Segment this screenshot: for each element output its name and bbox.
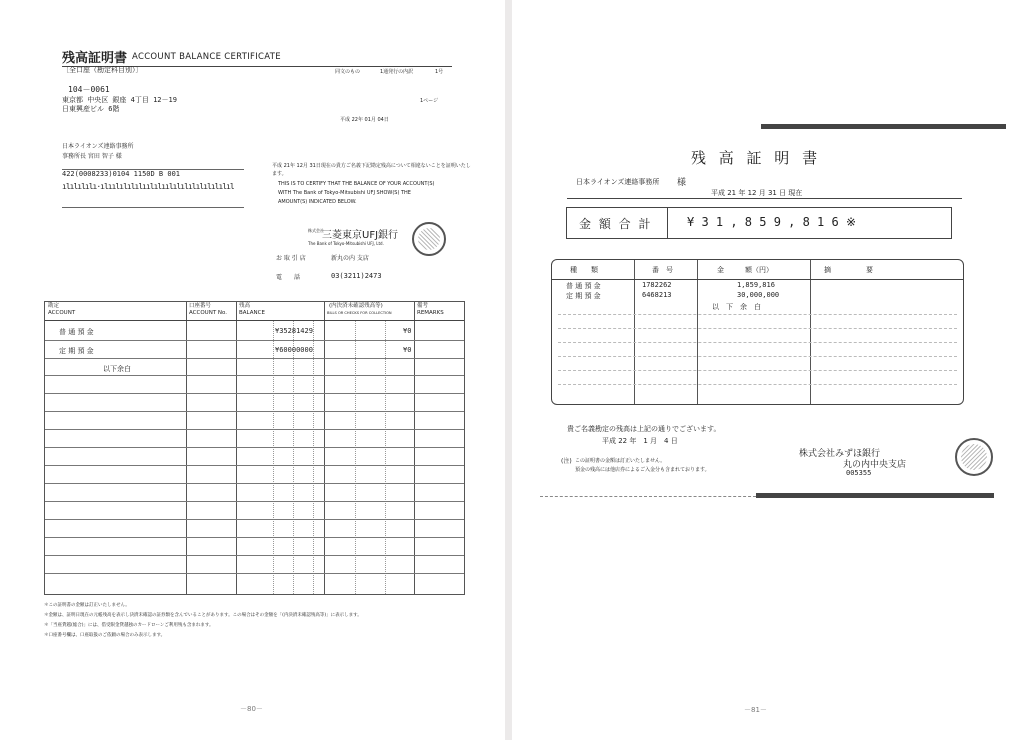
col-divider	[186, 302, 187, 594]
title-en: ACCOUNT BALANCE CERTIFICATE	[132, 52, 281, 62]
copies-label: 同文のもの	[335, 69, 361, 75]
footnote-3: ＊「当座貸越(総合)」には、借受限金貸越独のカードローンご利用残も含まれます。	[44, 623, 214, 628]
bank-prefix: 株式会社	[308, 228, 324, 233]
bank-name-en: The Bank of Tokyo-Mitsubishi UFJ, Ltd.	[308, 241, 384, 246]
certification-line: 貴ご名義勘定の残高は上記の通りでございます。	[567, 425, 721, 433]
header-collection-jp: (内決済未確認残高等)	[329, 303, 383, 309]
header-summary: 摘 要	[824, 266, 873, 274]
balance-table	[44, 301, 465, 595]
row-1-account: 普 通 預 金	[59, 328, 94, 336]
row-2-type: 定 期 預 金	[566, 292, 601, 300]
left-page	[0, 0, 505, 740]
col-divider	[324, 302, 325, 594]
footnote-1: ＊この証明書の金額は訂正いたしません。	[44, 603, 130, 608]
subtitle: 〔全口座（勘定科目別）〕	[62, 66, 143, 74]
row-2-account: 定 期 預 金	[59, 347, 94, 355]
row-1-type: 普 通 預 金	[566, 282, 601, 290]
total-value: ¥ 3 1 , 8 5 9 , 8 1 6 ※	[687, 215, 856, 229]
note-2: 預金の残高には他店券によるご入金分も含まれております。	[575, 467, 710, 473]
certification-en-1: THIS IS TO CERTIFY THAT THE BALANCE OF YOUR ACCOUNT(S)	[278, 181, 435, 187]
tel-number: 03(3211)2473	[331, 272, 382, 280]
page-number: －80－	[240, 705, 263, 713]
as-of-date: 平成 21 年 12 月 31 日 現在	[711, 189, 803, 197]
issue-breakdown-label: 1通発行の内訳	[380, 69, 414, 75]
row-1-collection: ¥0	[403, 327, 412, 335]
address-line-1: 東京都 中央区 銀座 4丁目 12－19	[62, 96, 177, 104]
row-1-balance: ¥35281429	[275, 327, 313, 335]
page-gutter	[505, 0, 512, 740]
header-type: 種 類	[570, 266, 598, 274]
certificate-title: 残 高 証 明 書	[691, 149, 822, 167]
branch-name: 新丸の内 支店	[331, 255, 369, 262]
header-number-jp: 口座番号	[189, 303, 212, 309]
certification-jp: 平成 21年 12月 31日現在の貴方ご名義下記勘定残高について相違ないことを証明いたします。	[272, 163, 471, 177]
bottom-dashed-rule	[540, 496, 756, 497]
page-number-right: －81－	[744, 706, 767, 714]
header-account-jp: 勘定	[48, 303, 60, 309]
total-label: 金 額 合 計	[579, 217, 653, 231]
bank-name: 株式会社みずほ銀行	[799, 449, 881, 459]
header-collection-en: BILLS OR CHECKS FOR COLLECTION	[327, 311, 392, 315]
bottom-thick-rule	[756, 493, 994, 498]
bank-seal	[955, 438, 993, 476]
title-jp: 残高証明書	[62, 51, 128, 66]
account-code: 422(0008233)0104 1150D B 001	[62, 170, 181, 178]
addressee: 日本ライオンズ連絡事務所	[576, 178, 660, 186]
deposit-table	[551, 259, 964, 405]
certification-en-3: AMOUNT(S) INDICATED BELOW.	[278, 199, 357, 205]
footnote-4: ＊口座番号欄は、口座取扱のご依頼の場合のみ表示します。	[44, 633, 166, 638]
row-2-amount: 30,000,000	[737, 291, 780, 299]
note-1: この証明書の金額は訂正いたしません。	[575, 458, 666, 464]
row-1-amount: 1,859,816	[737, 281, 775, 289]
branch-code: 005355	[846, 469, 872, 477]
header-number-en: ACCOUNT No.	[189, 310, 228, 316]
total-amount-box	[566, 207, 952, 239]
footnote-2: ＊金額は、証明日現在の元帳残高を表示し決済未確認の証券類を含んでいることがあります。この場合はその金額を「(内決済未確認残高等)」に表示します。	[44, 613, 362, 618]
note-mark: (注)	[561, 458, 572, 465]
addressee-person: 事務所長 宮田 智子 様	[62, 153, 122, 160]
header-balance-en: BALANCE	[239, 310, 265, 316]
header-remarks-en: REMARKS	[417, 310, 444, 316]
postal-code: 104－0061	[68, 85, 110, 94]
issue-date: 平成 22年 01月 04日	[340, 117, 389, 123]
header-balance-jp: 残高	[239, 303, 251, 309]
blank-note: 以下余白	[103, 365, 131, 373]
branch-name: 丸の内中央支店	[843, 460, 907, 470]
honorific: 様	[677, 178, 687, 188]
branch-label: お 取 引 店	[276, 255, 306, 262]
tel-label: 電 話	[276, 274, 301, 281]
bank-name: 三菱東京UFJ銀行	[322, 230, 399, 241]
issue-number: 1号	[435, 69, 444, 75]
barcode-rule	[62, 207, 244, 208]
page-label: 1ページ	[420, 98, 439, 104]
certification-en-2: WITH The Bank of Tokyo-Mitsubishi UFJ SHOW(S) THE	[278, 190, 411, 196]
row-1-number: 1782262	[642, 281, 672, 289]
col-divider	[236, 302, 237, 594]
bank-seal	[412, 222, 446, 256]
header-number: 番 号	[652, 266, 673, 274]
header-remarks-jp: 備考	[417, 303, 429, 309]
top-thick-rule	[761, 124, 1006, 129]
addressee-rule	[567, 198, 962, 199]
header-amount: 金 額（円）	[717, 266, 773, 274]
addressee-org: 日本ライオンズ連絡事務所	[62, 143, 134, 150]
address-line-2: 日東興産ビル 6階	[62, 105, 120, 113]
row-2-collection: ¥0	[403, 346, 412, 354]
col-divider	[414, 302, 415, 594]
row-2-number: 6468213	[642, 291, 672, 299]
blank-note: 以 下 余 白	[712, 303, 761, 311]
header-account-en: ACCOUNT	[48, 310, 76, 316]
barcode: ılılılılı·ılıılılılılıılılıılılılılılılılılıl	[62, 182, 234, 191]
row-2-balance: ¥60000000	[275, 346, 313, 354]
certification-date: 平成 22 年 1 月 4 日	[602, 437, 678, 445]
